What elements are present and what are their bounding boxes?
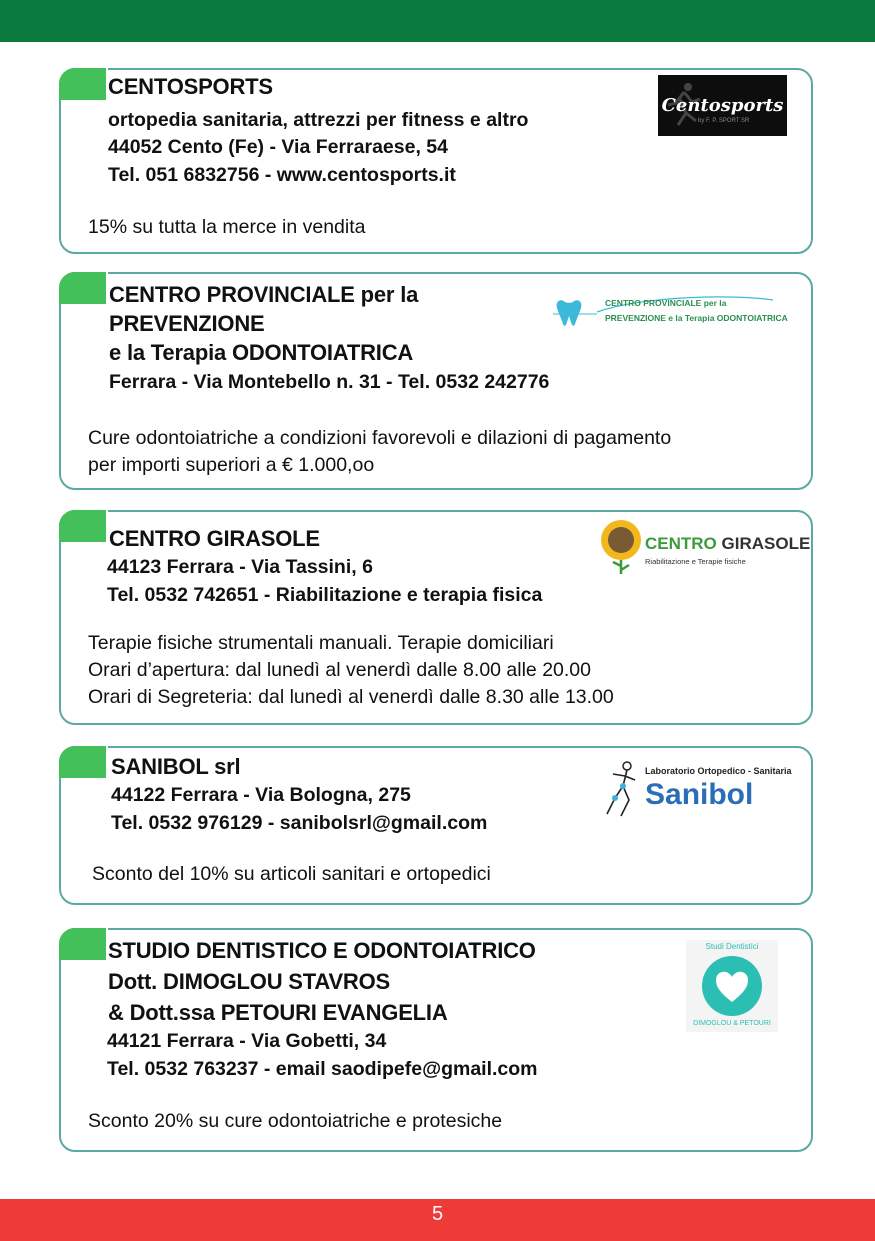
card-discount: Terapie fisiche strumentali manuali. Terapie domiciliari: [88, 632, 554, 654]
card-title: Dott. DIMOGLOU STAVROS: [108, 969, 390, 994]
top-green-bar: [0, 0, 875, 42]
centro-provinciale-logo: CENTRO PROVINCIALE per la PREVENZIONE e la Terapia ODONTOIATRICA: [553, 292, 787, 334]
card-title: CENTRO GIRASOLE: [109, 526, 320, 551]
card-title: SANIBOL srl: [111, 754, 241, 779]
card-tab: [59, 928, 106, 960]
card-centro-provinciale: [59, 272, 813, 490]
card-discount: 15% su tutta la merce in vendita: [88, 216, 366, 238]
girasole-logo: CENTRO GIRASOLE Riabilitazione e Terapie fisiche: [599, 518, 799, 576]
card-studio-dentistico: [59, 928, 813, 1152]
card-contact: Tel. 051 6832756 - www.centosports.it: [108, 164, 456, 186]
page-number: 5: [431, 1203, 444, 1225]
card-tab: [59, 746, 106, 778]
card-contact: Tel. 0532 976129 - sanibolsrl@gmail.com: [111, 812, 488, 834]
sanibol-logo: Laboratorio Ortopedico - Sanitaria Sanibol: [601, 758, 791, 820]
card-discount: per importi superiori a € 1.000,oo: [88, 454, 375, 476]
card-title: CENTOSPORTS: [108, 74, 273, 99]
card-discount: Sconto 20% su cure odontoiatriche e protesiche: [88, 1110, 503, 1132]
card-discount: Cure odontoiatriche a condizioni favorevoli e dilazioni di pagamento: [88, 427, 672, 449]
card-title: & Dott.ssa PETOURI EVANGELIA: [108, 1000, 448, 1025]
card-discount: Sconto del 10% su articoli sanitari e ortopedici: [92, 863, 491, 885]
card-tab: [59, 510, 106, 542]
card-title: CENTRO PROVINCIALE per la: [109, 282, 419, 307]
sunflower-icon: [599, 518, 643, 576]
card-discount: Orari di Segreteria: dal lunedì al venerdì dalle 8.30 alle 13.00: [88, 686, 614, 708]
card-address: 44052 Cento (Fe) - Via Ferraraese, 54: [108, 136, 448, 158]
card-address: 44121 Ferrara - Via Gobetti, 34: [107, 1030, 387, 1052]
card-centosports: [59, 68, 813, 254]
centosports-logo: Centosports by F. P. SPORT SR: [658, 75, 787, 136]
tooth-heart-icon: [686, 940, 778, 1032]
card-address: 44122 Ferrara - Via Bologna, 275: [111, 784, 411, 806]
card-title: STUDIO DENTISTICO E ODONTOIATRICO: [108, 938, 536, 963]
card-title: PREVENZIONE: [109, 311, 265, 336]
card-address: 44123 Ferrara - Via Tassini, 6: [107, 556, 373, 578]
card-centro-girasole: [59, 510, 813, 725]
studio-dentistico-logo: Studi Dentistici DIMOGLOU & PETOURI: [686, 940, 778, 1032]
card-address: Ferrara - Via Montebello n. 31 - Tel. 0532 242776: [109, 371, 550, 393]
card-sanibol: [59, 746, 813, 905]
card-title: e la Terapia ODONTOIATRICA: [109, 340, 414, 365]
card-tab: [59, 272, 106, 304]
card-discount: Orari d’apertura: dal lunedì al venerdì dalle 8.00 alle 20.00: [88, 659, 591, 681]
card-contact: Tel. 0532 742651 - Riabilitazione e terapia fisica: [107, 584, 543, 606]
card-tab: [59, 68, 106, 100]
skeleton-figure-icon: [601, 758, 641, 820]
card-contact: Tel. 0532 763237 - email saodipefe@gmail.com: [107, 1058, 538, 1080]
card-description: ortopedia sanitaria, attrezzi per fitness e altro: [108, 109, 529, 131]
